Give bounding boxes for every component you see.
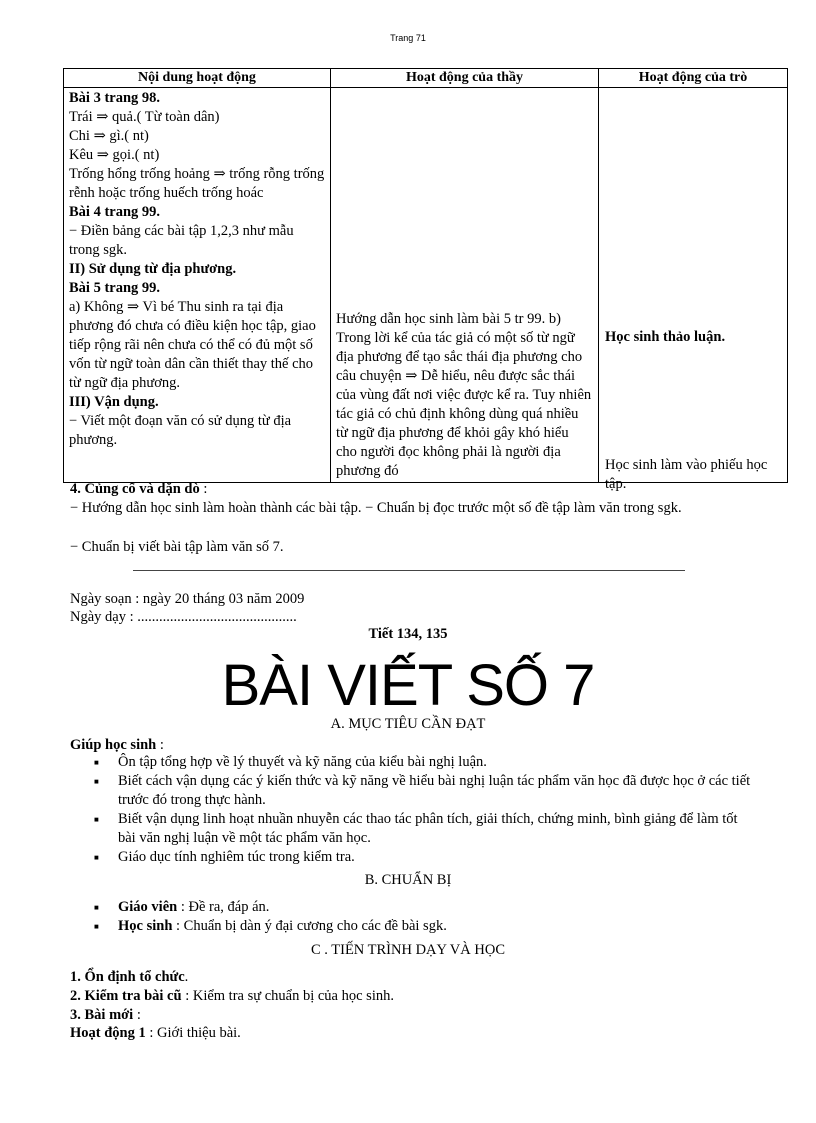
content-line: Bài 4 trang 99.: [69, 204, 161, 220]
step-line: [70, 1024, 740, 1044]
step-line: [70, 987, 740, 1007]
teacher-text: Hướng dẫn học sinh làm bài 5 tr 99. b) Trong lời kể của tác giả có một số từ ngữ địa phương để tạo sắc thái địa phương cho câu chuyện ⇒ Dễ hiểu, nêu được sắc thái của vùng đất nơi việc được kể ra. Tuy nhiên tác giả có chủ định không dùng quá nhiều từ ngữ địa phương để khỏi gây khó hiểu cho người đọc không phải là người địa phương đó: [336, 311, 592, 479]
content-cell: [64, 88, 331, 483]
date-taught: Ngày dạy : ............................................: [70, 609, 297, 625]
content-line: Kêu ⇒ gọi.( nt): [69, 147, 160, 163]
section-a-title: A. MỤC TIÊU CẦN ĐẠT: [330, 716, 486, 732]
content-line: Bài 3 trang 98.: [69, 90, 161, 106]
section-c-title: C . TIẾN TRÌNH DẠY VÀ HỌC: [310, 942, 505, 958]
list-item: [102, 917, 752, 936]
lesson-period: Tiết 134, 135: [368, 626, 448, 642]
step-line: [70, 1006, 740, 1026]
consolidation-line-1: − Hướng dẫn học sinh làm hoàn thành các bài tập. − Chuẩn bị đọc trước một số đề tập làm văn trong sgk.: [70, 500, 682, 516]
consolidation-line-2: − Chuẩn bị viết bài tập làm văn số 7.: [70, 539, 284, 555]
prep-label: Giáo viên: [118, 899, 178, 915]
step-text: .: [184, 969, 189, 985]
list-item: ■ Biết vận dụng linh hoạt nhuần nhuyễn các thao tác phân tích, giải thích, chứng minh, bình giảng để làm tốt bài văn nghị luận về một tác phẩm văn học.: [102, 810, 752, 848]
content-line: − Điền bảng các bài tập 1,2,3 như mẫu trong sgk.: [69, 223, 294, 258]
step-label: 3. Bài mới: [70, 1007, 134, 1023]
content-line: a) Không ⇒ Vì bé Thu sinh ra tại địa phương đó chưa có điều kiện học tập, giao tiếp rộng rãi nên chưa có thể có đủ một số vốn từ ngữ toàn dân cần thiết thay thế cho từ ngữ địa phương.: [69, 299, 316, 391]
content-line: II) Sử dụng từ địa phương.: [69, 261, 237, 277]
consolidation-title: 4. Củng cố và dặn dò: [70, 481, 200, 497]
section-divider: [133, 570, 685, 571]
preparation-list: [102, 898, 752, 936]
header-content: Nội dung hoạt động: [64, 69, 331, 88]
step-text: : Giới thiệu bài.: [145, 1025, 241, 1041]
step-line: [70, 968, 740, 988]
page-number: Trang 71: [390, 33, 426, 43]
section-b-title: B. CHUẨN BỊ: [364, 872, 452, 888]
section-a-intro-suffix: :: [156, 737, 164, 753]
table-row: [64, 88, 788, 483]
lesson-title: BÀI VIẾT SỐ 7: [221, 653, 595, 718]
prep-text: : Chuẩn bị dàn ý đại cương cho các đề bài sgk.: [172, 918, 447, 934]
student-worksheet: Học sinh làm vào phiếu học tập.: [605, 457, 768, 492]
content-line: Trống hổng trống hoảng ⇒ trống rỗng trống rễnh hoặc trống huếch trống hoác: [69, 166, 325, 201]
list-item: ■ Giáo dục tính nghiêm túc trong kiểm tra.: [102, 848, 752, 867]
list-item: ■ Ôn tập tổng hợp về lý thuyết và kỹ năng của kiểu bài nghị luận.: [102, 753, 752, 772]
table-header-row: [64, 69, 788, 88]
section-a-intro: Giúp học sinh: [70, 737, 157, 753]
prep-text: : Đề ra, đáp án.: [177, 899, 270, 915]
step-label: 2. Kiểm tra bài cũ: [70, 988, 182, 1004]
step-label: Hoạt động 1: [70, 1025, 146, 1041]
step-label: 1. Ổn định tổ chức: [70, 969, 185, 985]
content-line: Trái ⇒ quả.( Từ toàn dân): [69, 109, 220, 125]
consolidation-title-line: [70, 480, 740, 500]
prep-label: Học sinh: [118, 918, 173, 934]
step-text: : Kiểm tra sự chuẩn bị của học sinh.: [181, 988, 394, 1004]
consolidation-title-suffix: :: [199, 481, 208, 497]
content-line: − Viết một đoạn văn có sử dụng từ địa phương.: [69, 413, 292, 448]
content-line: Bài 5 trang 99.: [69, 280, 161, 296]
student-cell: [599, 88, 788, 492]
date-prepared: Ngày soạn : ngày 20 tháng 03 năm 2009: [70, 591, 305, 607]
teacher-cell: [331, 88, 599, 483]
content-line: Chi ⇒ gì.( nt): [69, 128, 149, 144]
header-teacher: Hoạt động của thầy: [331, 69, 599, 88]
content-line: III) Vận dụng.: [69, 394, 159, 410]
list-item: ■ Biết cách vận dụng các ý kiến thức và kỹ năng về hiểu bài nghị luận tác phẩm văn học đã được học ở các tiết trước đó trong thực hành.: [102, 772, 752, 810]
list-item: [102, 898, 752, 917]
student-discuss: Học sinh thảo luận.: [605, 329, 726, 345]
header-student: Hoạt động của trò: [599, 69, 788, 88]
objectives-list: [102, 753, 752, 867]
step-text: :: [133, 1007, 141, 1023]
